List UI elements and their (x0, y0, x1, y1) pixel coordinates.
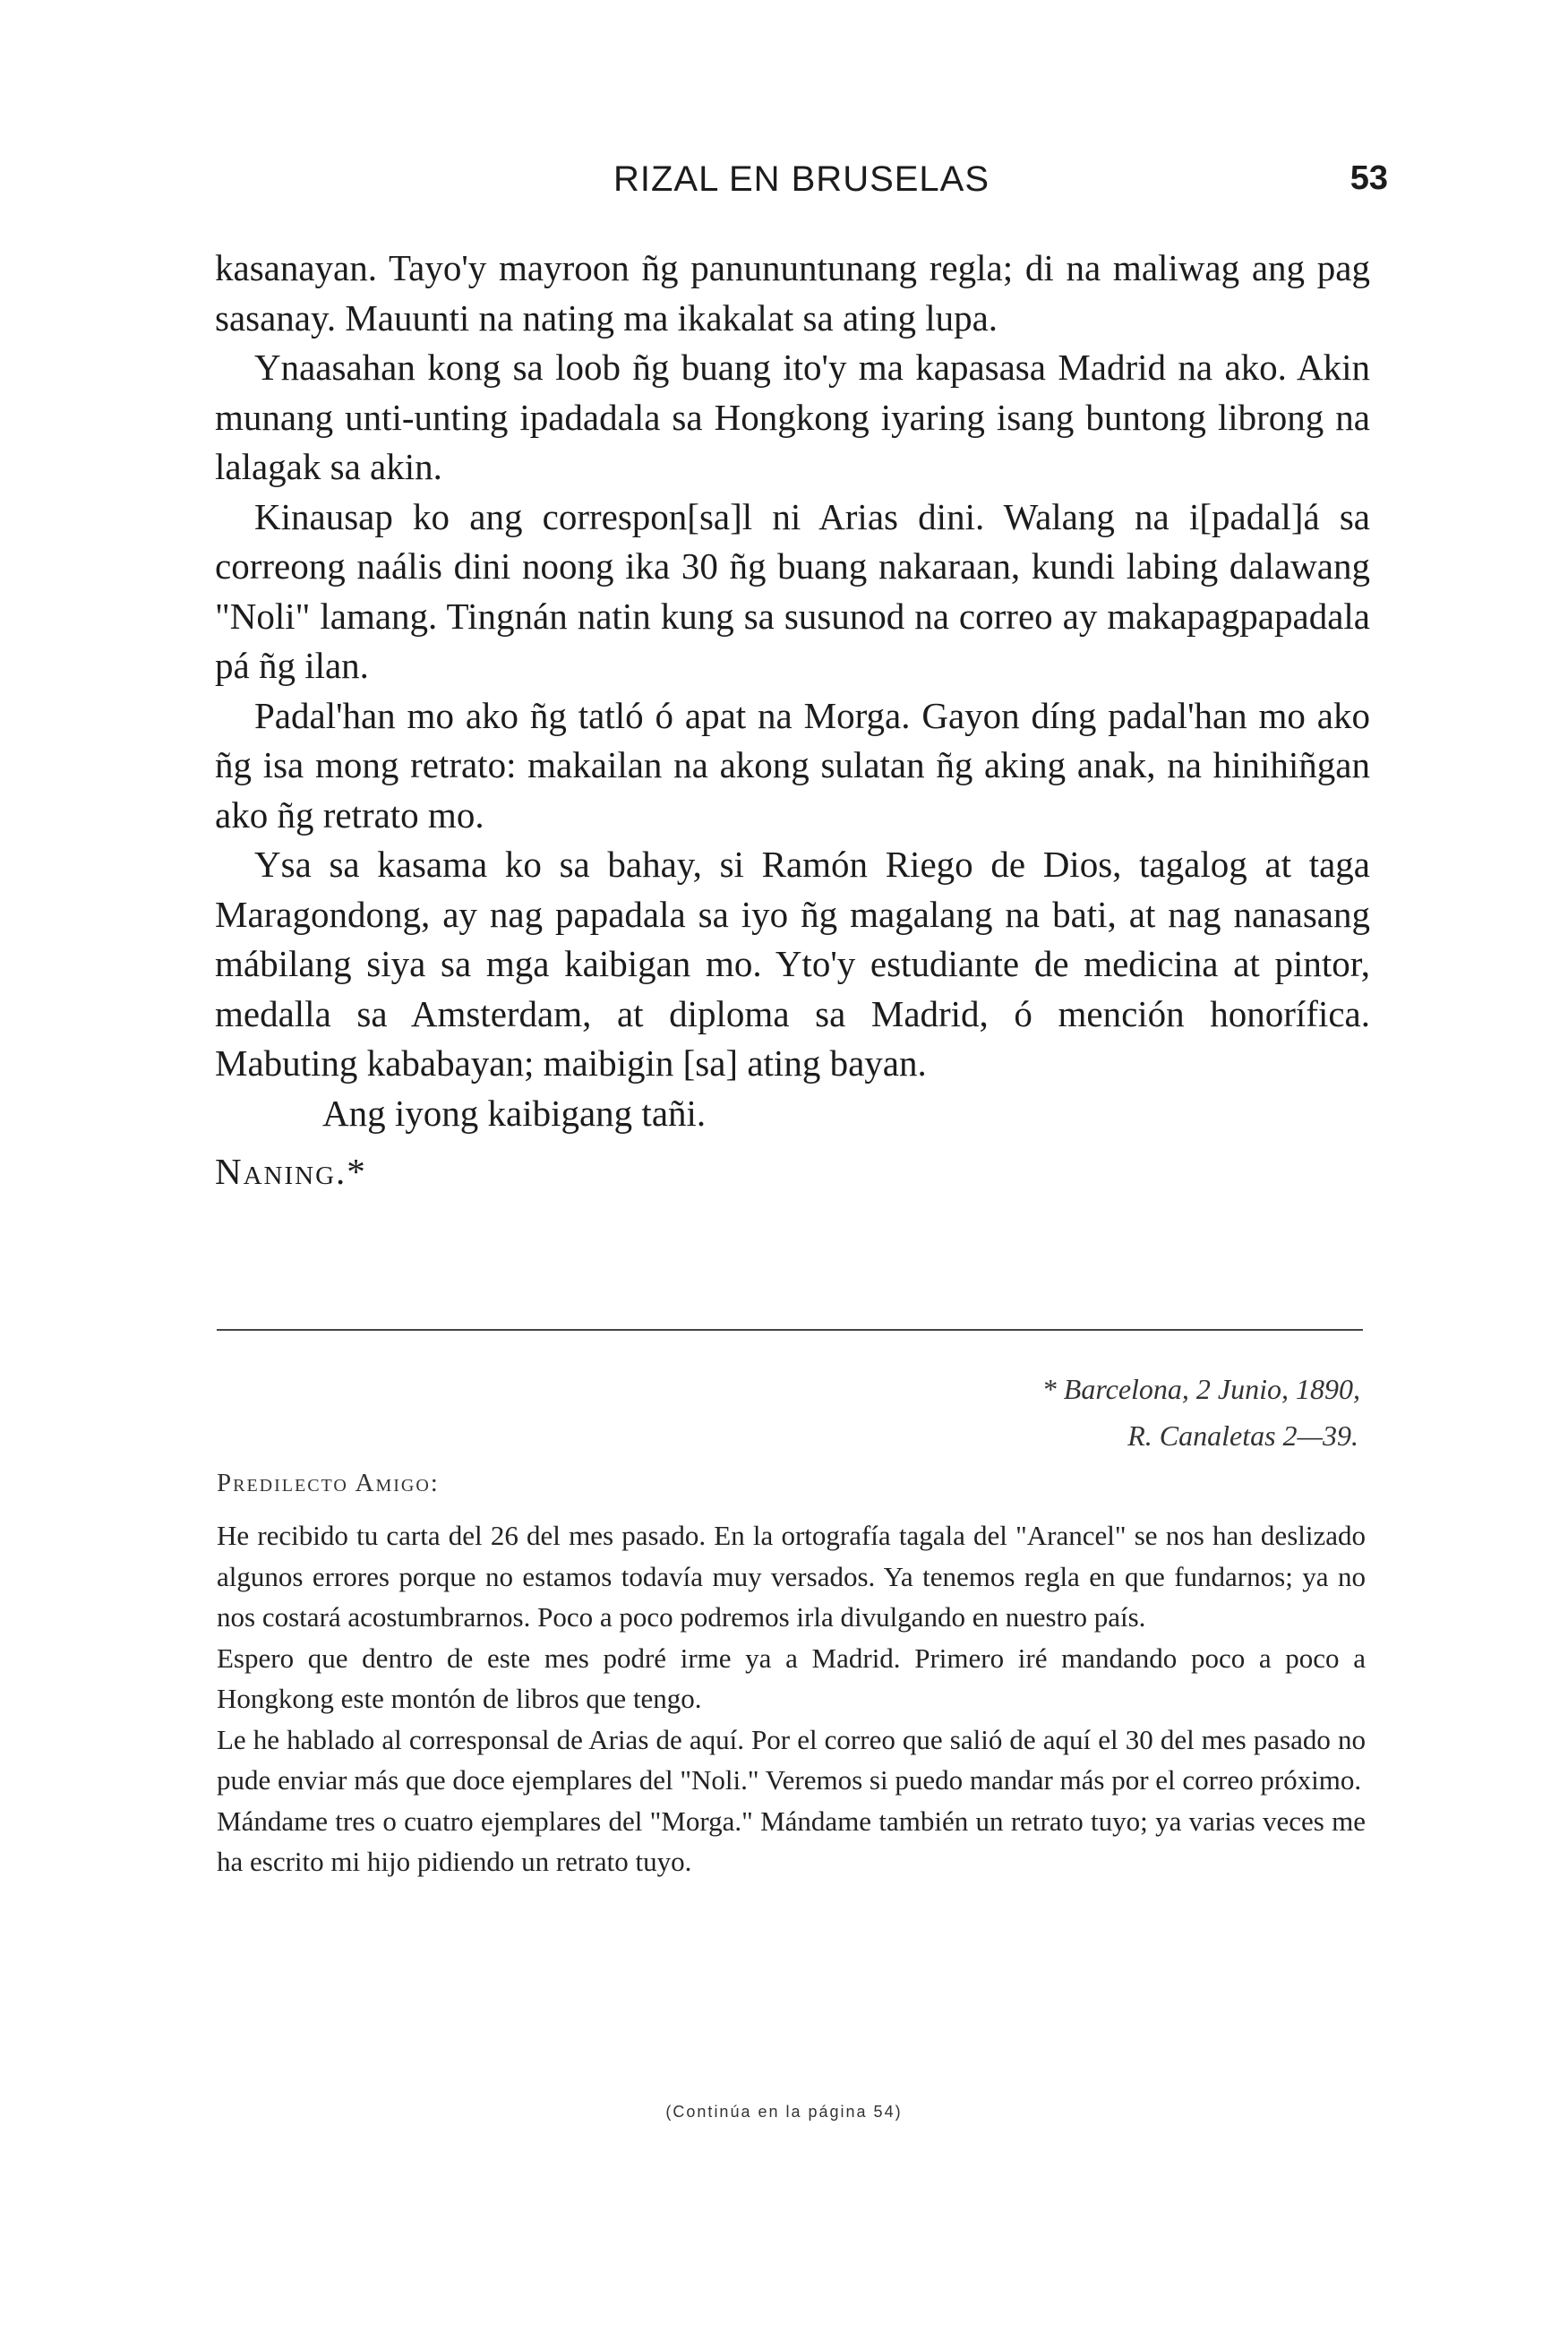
spanish-paragraph-3: Le he hablado al corresponsal de Arias de aquí. Por el correo que salió de aquí el 30 del mes pasado no pude enviar más que doce ejemplares del "Noli." Veremos si puedo mandar más por el correo próximo. (217, 1723, 1366, 1796)
running-header (215, 159, 1388, 213)
spanish-paragraph-1: He recibido tu carta del 26 del mes pasado. En la ortografía tagala del "Arancel" se nos han deslizado algunos errores porque no estamos todavía muy versados. Ya tenemos regla en que fundarnos; ya no nos costará acostumbrarnos. Poco a poco podremos irla divulgando en nuestro país. (217, 1520, 1366, 1633)
salutation: Predilecto Amigo: (217, 1469, 440, 1497)
tagalog-paragraph-4: Padal'han mo ako ñg tatló ó apat na Morga. Gayon díng padal'han mo ako ñg isa mong retrato: makailan na akong sulatan ñg aking anak, na hinihiñgan ako ñg retrato mo. (215, 694, 1370, 836)
letter-closing: Ang iyong kaibigang tañi. (322, 1092, 707, 1134)
spanish-paragraph-4: Mándame tres o cuatro ejemplares del "Morga." Mándame también un retrato tuyo; ya varias veces me ha escrito mi hijo pidiendo un retrato tuyo. (217, 1805, 1366, 1877)
continuation-note: (Continúa en la página 54) (665, 2103, 903, 2121)
tagalog-paragraph-1: kasanayan. Tayo'y mayroon ñg panununtunang regla; di na maliwag ang pag sasanay. Mauunti na nating ma ikakalat sa ating lupa. (215, 247, 1370, 339)
place-date-line-1: * Barcelona, 2 Junio, 1890, (1041, 1373, 1360, 1405)
footnote-divider (217, 1329, 1363, 1331)
running-title: RIZAL EN BRUSELAS (613, 159, 990, 199)
spanish-paragraph-2: Espero que dentro de este mes podré irme ya a Madrid. Primero iré mandando poco a poco a Hongkong este montón de libros que tengo. (217, 1642, 1366, 1714)
signature: Naning.* (215, 1151, 367, 1192)
footnote-place-date (733, 1366, 1360, 1459)
place-date-line-2: R. Canaletas 2—39. (1127, 1419, 1358, 1452)
tagalog-letter (215, 244, 1370, 1197)
tagalog-paragraph-5: Ysa sa kasama ko sa bahay, si Ramón Riego de Dios, tagalog at taga Maragondong, ay nag papadala sa iyo ñg magalang na bati, at nag nanasang mábilang siya sa mga kaibigan mo. Yto'y estudiante de medicina at pintor, medalla sa Amsterdam, at diploma sa Madrid, ó mención honorífica. Mabuting kababayan; maibigin [sa] ating bayan. (215, 844, 1370, 1084)
spanish-letter (217, 1515, 1366, 1882)
tagalog-paragraph-3: Kinausap ko ang correspon[sa]l ni Arias dini. Walang na i[padal]á sa correong naális dini noong ika 30 ñg buang nakaraan, kundi labing dalawang "Noli" lamang. Tingnán natin kung sa susunod na correo ay makapagpapadala pá ñg ilan. (215, 495, 1370, 686)
page-number: 53 (1350, 159, 1388, 197)
tagalog-paragraph-2: Ynaasahan kong sa loob ñg buang ito'y ma kapasasa Madrid na ako. Akin munang unti-unting ipadadala sa Hongkong iyaring isang buntong librong na lalagak sa akin. (215, 347, 1370, 487)
